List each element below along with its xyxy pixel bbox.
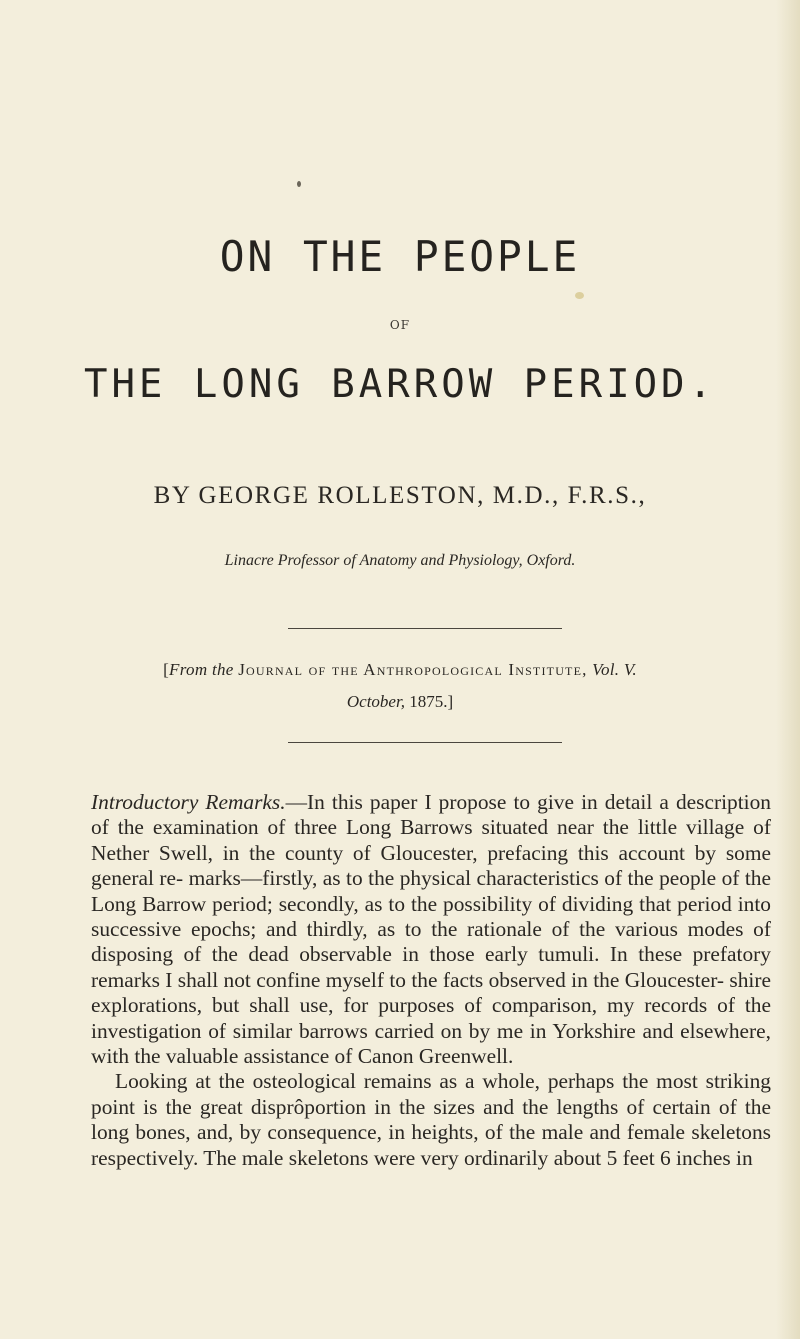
source-journal: Journal of the Anthropological Institute, <box>238 660 588 679</box>
body-text <box>91 790 771 1171</box>
paragraph-1 <box>91 790 771 1069</box>
paragraph-2-text: Looking at the osteological remains as a whole, perhaps the most striking point is the great disprôportion in the sizes and the lengths of certain of the long bones, and, by consequence, in heights, of the male and female skeletons respectively. The male skeletons were very ordinarily about 5 feet 6 inches in <box>91 1069 771 1170</box>
source-month: October, <box>346 692 405 711</box>
paragraph-1-text: —In this paper I propose to give in detail a description of the examination of three Long Barrows situated near the little village of Nether Swell, in the county of Gloucester, prefacing this account by some general re- marks—firstly, as to the physical characteristics of the people of the Long Barrow period; secondly, as to the possibility of dividing that period into successive epochs; and thirdly, as to the rationale of the various modes of disposing of the dead observable in those early tumuli. In these prefatory remarks I shall not confine myself to the facts observed in the Gloucester- shire explorations, but shall use, for purposes of comparison, my records of the investigation of similar barrows carried on by me in Yorkshire and elsewhere, with the valuable assistance of Canon Greenwell. <box>91 790 771 1069</box>
author-line: BY GEORGE ROLLESTON, M.D., F.R.S., <box>153 482 647 509</box>
title-of: OF <box>389 318 411 332</box>
paragraph-2 <box>91 1069 771 1171</box>
source-volume: Vol. V. <box>592 660 637 679</box>
bracket-open: [ <box>163 660 170 679</box>
divider-rule-top <box>288 628 562 629</box>
source-citation-line-2 <box>0 692 800 712</box>
author-affiliation: Linacre Professor of Anatomy and Physiology, Oxford. <box>224 552 576 569</box>
ink-speck <box>297 181 301 187</box>
divider-rule-bottom <box>288 742 562 743</box>
source-year: 1875.] <box>409 692 454 711</box>
title-line-2: THE LONG BARROW PERIOD. <box>83 362 717 407</box>
source-from: From the <box>169 660 234 679</box>
source-citation-line-1 <box>0 660 800 680</box>
paper-stain <box>575 292 584 299</box>
section-lead: Introductory Remarks. <box>91 790 286 814</box>
title-line-1: ON THE PEOPLE <box>219 232 581 281</box>
